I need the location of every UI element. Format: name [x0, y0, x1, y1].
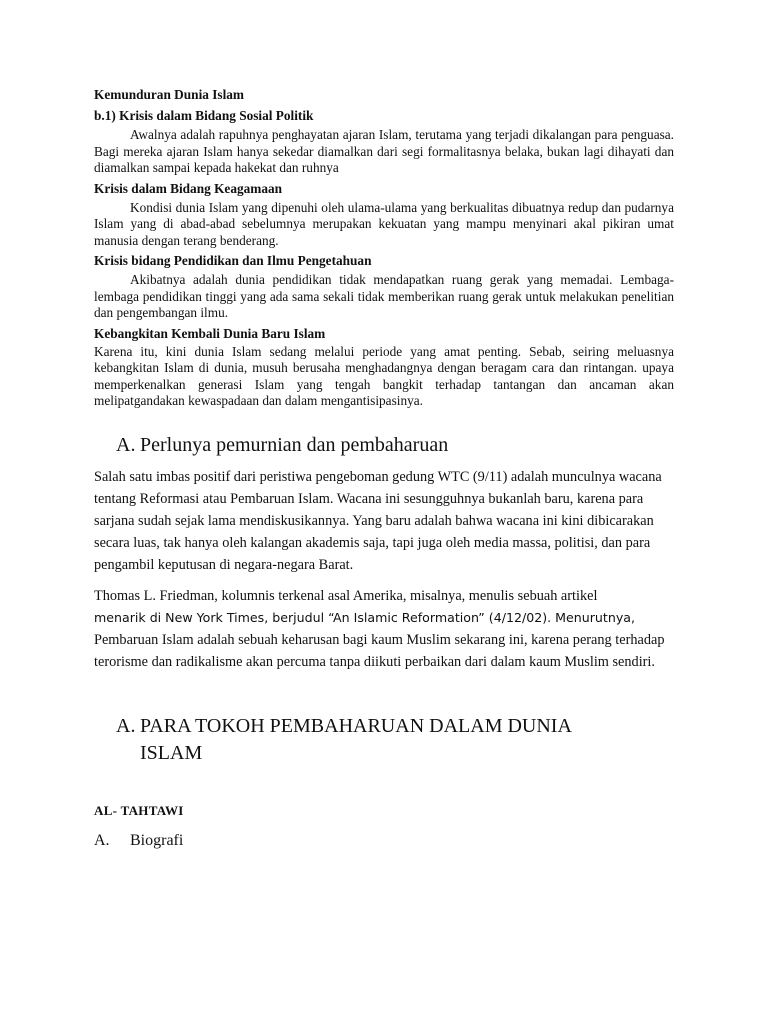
subheading-revival: Kebangkitan Kembali Dunia Baru Islam — [94, 325, 326, 341]
subheading-education: Krisis bidang Pendidikan dan Ilmu Pengetahuan — [94, 253, 372, 268]
paragraph-friedman-line2: menarik di New York Times, berjudul “An Islamic Reformation” (4/12/02). Menurutnya, — [94, 609, 635, 625]
subheading-religious: Krisis dalam Bidang Keagamaan — [94, 180, 283, 196]
paragraph-friedman — [94, 585, 674, 673]
paragraph-religious: Kondisi dunia Islam yang dipenuhi oleh ulama-ulama yang berkualitas dibuatnya redup dan pudarnya Islam yang di abad-abad sebelumnya merupakan kekuatan yang mampu menyinari akal pikiran umat manusia dengan terang benderang. — [94, 199, 674, 248]
heading-reform-title: Perlunya pemurnian dan pembaharuan — [140, 433, 449, 456]
paragraph-education: Akibatnya adalah dunia pendidikan tidak mendapatkan ruang gerak yang memadai. Lembaga-lembaga pendidikan tinggi yang ada sama sekali tidak memberikan ruang gerak untuk melakukan penelitian dan pengembangan ilmu. — [94, 272, 674, 320]
heading-figures-number: A. — [116, 714, 136, 737]
list-item-number: A. — [94, 831, 110, 849]
list-item-biography — [94, 832, 674, 850]
person-heading: AL- TAHTAWI — [94, 802, 184, 818]
subheading-socio-political: b.1) Krisis dalam Bidang Sosial Politik — [94, 108, 314, 123]
heading-reform — [94, 432, 674, 459]
heading-figures — [94, 713, 674, 767]
paragraph-friedman-line1: Thomas L. Friedman, kolumnis terkenal asal Amerika, misalnya, menulis sebuah artikel — [94, 587, 598, 604]
paragraph-socio-political: Awalnya adalah rapuhnya penghayatan ajaran Islam, terutama yang terjadi dikalangan para penguasa. Bagi mereka ajaran Islam hanya sekedar diamalkan dari segi formalitasnya belaka, bukan lagi dihayati dan diamalkan sampai kepada hakekat dan ruhnya — [94, 127, 674, 175]
paragraph-friedman-rest: Pembaruan Islam adalah sebuah keharusan bagi kaum Muslim sekarang ini, karena perang terhadap terorisme dan radikalisme akan percuma tanpa diikuti perbaikan dari dalam kaum Muslim sendiri. — [94, 631, 665, 670]
list-item-label: Biografi — [130, 831, 184, 849]
section-title-decline: Kemunduran Dunia Islam — [94, 87, 244, 102]
paragraph-reform-wtc: Salah satu imbas positif dari peristiwa pengeboman gedung WTC (9/11) adalah munculnya wacana tentang Reformasi atau Pembaruan Islam. Wacana ini sesungguhnya bukanlah baru, karena para sarjana sudah sejak lama mendiskusikannya. Yang baru adalah bahwa wacana ini kini dibicarakan secara luas, tak hanya oleh kalangan akademis saja, tapi juga oleh media massa, politisi, dan para pengambil keputusan di negara-negara Barat. — [94, 468, 662, 573]
paragraph-revival: Karena itu, kini dunia Islam sedang melalui periode yang amat penting. Sebab, seiring meluasnya kebangkitan Islam di dunia, musuh berusaha menghadangnya dengan beragam cara dan rintangan. upaya memperkenalkan generasi Islam yang tengah bangkit terhadap tantangan dan ancaman akan melipatgandakan kewaspadaan dan dalam mengantisipasinya. — [94, 343, 674, 408]
heading-figures-title: PARA TOKOH PEMBAHARUAN DALAM DUNIA ISLAM — [140, 714, 571, 764]
heading-reform-number: A. — [116, 433, 136, 456]
document-page — [94, 86, 674, 850]
